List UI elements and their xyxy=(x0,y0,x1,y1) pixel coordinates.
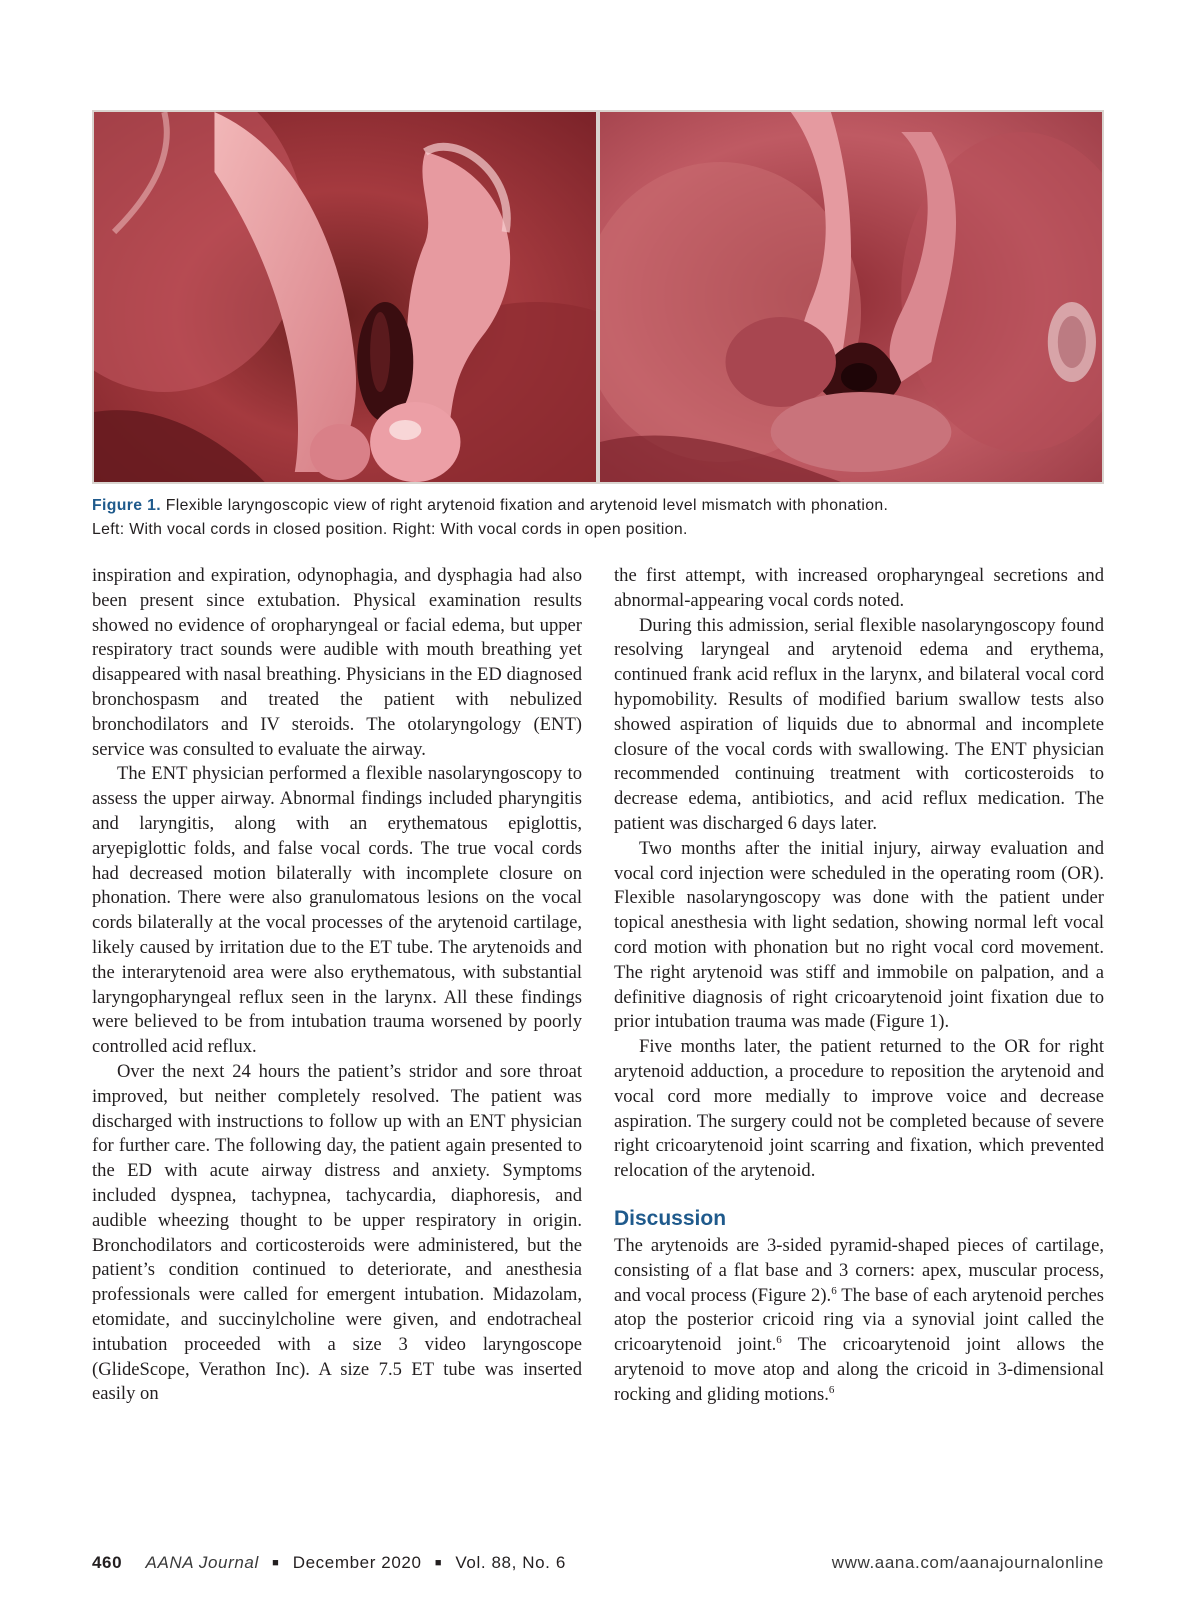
text-run: The base of each arytenoid perches atop the posterior cricoid ring via a synovial joint called the cricoarytenoid joint. xyxy=(614,1284,1104,1356)
separator: ■ xyxy=(272,1557,280,1569)
issue-date: December 2020 xyxy=(292,1553,422,1572)
section-heading-discussion: Discussion xyxy=(614,1206,727,1230)
caption-line-2: Left: With vocal cords in closed position. Right: With vocal cords in open position. xyxy=(92,521,688,538)
paragraph: During this admission, serial flexible nasolaryngoscopy found resolving laryngeal and arytenoid edema and erythema, continued frank acid reflux in the larynx, and bilateral vocal cord hypomobility. Results of modified barium swallow tests also showed aspiration of liquids due to abnormal and incomplete closure of the vocal cords with swallowing. The ENT physician recommended continuing treatment with corticosteroids to decrease edema, antibiotics, and acid reflux medication. The patient was discharged 6 days later. xyxy=(614,614,1104,834)
figure-label: Figure 1. xyxy=(92,497,161,514)
caption-line-1: Flexible laryngoscopic view of right arytenoid fixation and arytenoid level mismatch with phonation. xyxy=(165,497,889,514)
citation: 6 xyxy=(776,1333,782,1346)
paragraph: Over the next 24 hours the patient’s stridor and sore throat improved, but neither completely resolved. The patient was discharged with instructions to follow up with an ENT physician for further care. The following day, the patient again presented to the ED with acute airway distress and anxiety. Symptoms included dyspnea, tachypnea, tachycardia, diaphoresis, and audible wheezing thought to be upper respiratory in origin. Bronchodilators and corticosteroids were administered, but the patient’s condition continued to deteriorate, and anesthesia professionals were called for emergent intubation. Midazolam, etomidate, and succinylcholine were given, and endotracheal intubation proceeded with a size 3 video laryngoscope (GlideScope, Verathon Inc). A size 7.5 ET tube was inserted easily on xyxy=(92,1060,582,1405)
volume-issue: Vol. 88, No. 6 xyxy=(455,1553,566,1572)
text-run: The arytenoids are 3-sided pyramid-shaped pieces of cartilage, consisting of a flat base and 3 corners: apex, muscular process, and vocal process (Figure 2). xyxy=(614,1234,1104,1306)
figure-1 xyxy=(92,110,1104,484)
citation: 6 xyxy=(831,1284,837,1297)
page-number: 460 xyxy=(92,1553,123,1572)
journal-name: AANA Journal xyxy=(145,1553,259,1572)
separator: ■ xyxy=(434,1557,443,1569)
paragraph: The ENT physician performed a flexible nasolaryngoscopy to assess the upper airway. Abnormal findings included pharyngitis and laryngitis, along with an erythematous epiglottis, aryepiglottic folds, and false vocal cords. The true vocal cords had decreased motion bilaterally with incomplete closure on phonation. There were also granulomatous lesions on the vocal cords bilaterally at the vocal processes of the arytenoid cartilage, likely caused by irritation due to the ET tube. The arytenoids and the interarytenoid area were also erythematous, with substantial laryngopharyngeal reflux seen in the larynx. All these findings were believed to be from intubation trauma worsened by poorly controlled acid reflux. xyxy=(92,763,582,1058)
figure-caption xyxy=(92,494,1104,542)
laryngoscopy-photo-open xyxy=(600,112,1102,482)
citation: 6 xyxy=(828,1383,835,1396)
laryngoscopy-photo-closed xyxy=(94,112,596,482)
text-run: The cricoarytenoid joint allows the arytenoid to move atop and along the cricoid in 3-dimensional rocking and gliding motions. xyxy=(614,1334,1104,1405)
journal-url[interactable]: www.aana.com/aanajournalonline xyxy=(831,1553,1104,1572)
left-column xyxy=(92,564,582,1407)
paragraph: inspiration and expiration, odynophagia, and dysphagia had also been present since extubation. Physical examination results showed no evidence of oropharyngeal or facial edema, but upper respiratory tract sounds were audible with mouth breathing yet disappeared with nasal breathing. Physicians in the ED diagnosed bronchospasm and treated the patient with nebulized bronchodilators and IV steroids. The otolaryngology (ENT) service was consulted to evaluate the airway. xyxy=(92,565,582,760)
right-column xyxy=(614,564,1104,1408)
paragraph-discussion xyxy=(614,1234,1104,1408)
paragraph: the first attempt, with increased oropharyngeal secretions and abnormal-appearing vocal cords noted. xyxy=(614,565,1104,611)
page-footer xyxy=(92,1553,1104,1573)
paragraph: Five months later, the patient returned to the OR for right arytenoid adduction, a procedure to reposition the arytenoid and vocal cord more medially to improve voice and decrease aspiration. The surgery could not be completed because of severe right cricoarytenoid joint scarring and fixation, which prevented relocation of the arytenoid. xyxy=(614,1036,1104,1182)
paragraph: Two months after the initial injury, airway evaluation and vocal cord injection were scheduled in the operating room (OR). Flexible nasolaryngoscopy was done with the patient under topical anesthesia with light sedation, showing normal left vocal cord motion with phonation but no right vocal cord movement. The right arytenoid was stiff and immobile on palpation, and a definitive diagnosis of right cricoarytenoid joint fixation due to prior intubation trauma was made (Figure 1). xyxy=(614,837,1104,1033)
